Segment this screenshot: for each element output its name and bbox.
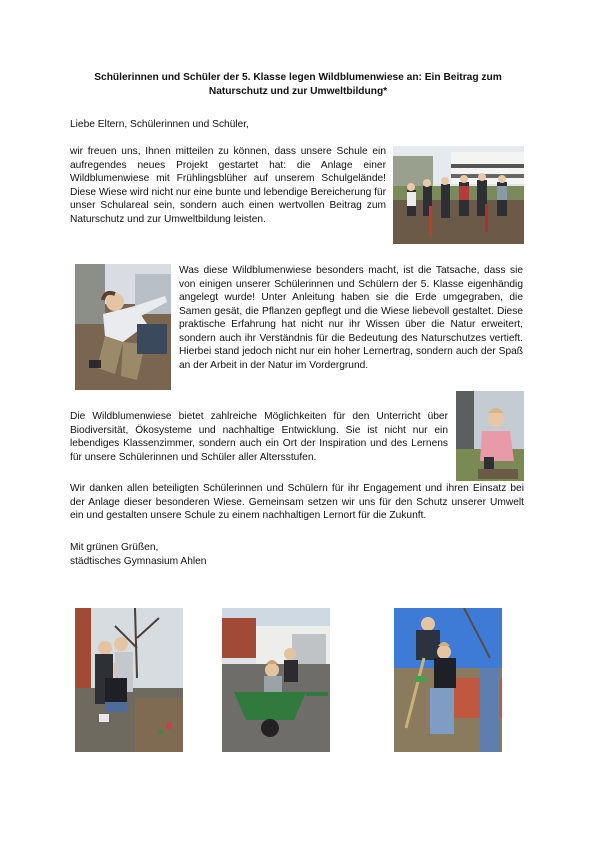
photo-boy-digging: [75, 264, 171, 390]
photo-three-students: [75, 608, 183, 752]
photo-wheelbarrow: [222, 608, 330, 752]
photo-girl-planting: [456, 391, 524, 481]
photo-kids-shovels: [394, 608, 502, 752]
photo-group-shovels: [393, 146, 524, 244]
closing: Mit grünen Grüßen,: [70, 542, 159, 553]
paragraph-project: Was diese Wildblumenwiese besonders macht, ist die Tatsache, dass sie von einigen unserer Schülerinnen und Schülern der 5. Klasse eigenhändig angelegt wurde! Unter Anleitung haben sie die Erde umgegraben, die Samen gesät, die Pflanzen gepflegt und die Wiese liebevoll gestaltet. Diese praktische Erfahrung hat nicht nur ihr Wissen über die Natur erweitert, sondern auch ihr Verständnis für die Bedeutung des Naturschutzes vertieft. Hierbei stand jedoch nicht nur ein hoher Lernertrag, sondern auch der Spaß an der Arbeit in der Natur im Vordergrund.: [179, 265, 523, 371]
page-title: Schülerinnen und Schüler der 5. Klasse legen Wildblumenwiese an: Ein Beitrag zum Naturschutz und zur Umweltbildung*: [94, 72, 502, 97]
paragraph-intro: wir freuen uns, Ihnen mitteilen zu können, dass unsere Schule ein aufregendes neues Projekt gestartet hat: die Anlage einer Wildblumenwiese mit Frühlingsblüher auf unserem Schulgelände! Diese Wiese wird nicht nur eine bunte und lebendige Bereicherung für unser Schulareal sein, sondern auch einen wertvollen Beitrag zum Naturschutz und zur Umweltbildung leisten.: [70, 146, 387, 225]
greeting: Liebe Eltern, Schülerinnen und Schüler,: [70, 119, 249, 130]
paragraph-thanks: Wir danken allen beteiligten Schülerinnen und Schülern für ihr Engagement und ihren Einsatz bei der Anlage dieser besonderen Wiese. Gemeinsam setzen wir uns für den Schutz unserer Umwelt ein und gestalten unsere Schule zu einem nachhaltigen Lernort für die Zukunft.: [70, 483, 524, 521]
signature: städtisches Gymnasium Ahlen: [70, 556, 207, 567]
paragraph-lessons: Die Wildblumenwiese bietet zahlreiche Möglichkeiten für den Unterricht über Biodiversität, Ökosysteme und nachhaltige Entwicklung. Sie ist nicht nur ein lebendiges Klassenzimmer, sondern auch ein Ort der Inspiration und des Lernens für unsere Schülerinnen und Schüler aller Altersstufen.: [70, 411, 448, 463]
